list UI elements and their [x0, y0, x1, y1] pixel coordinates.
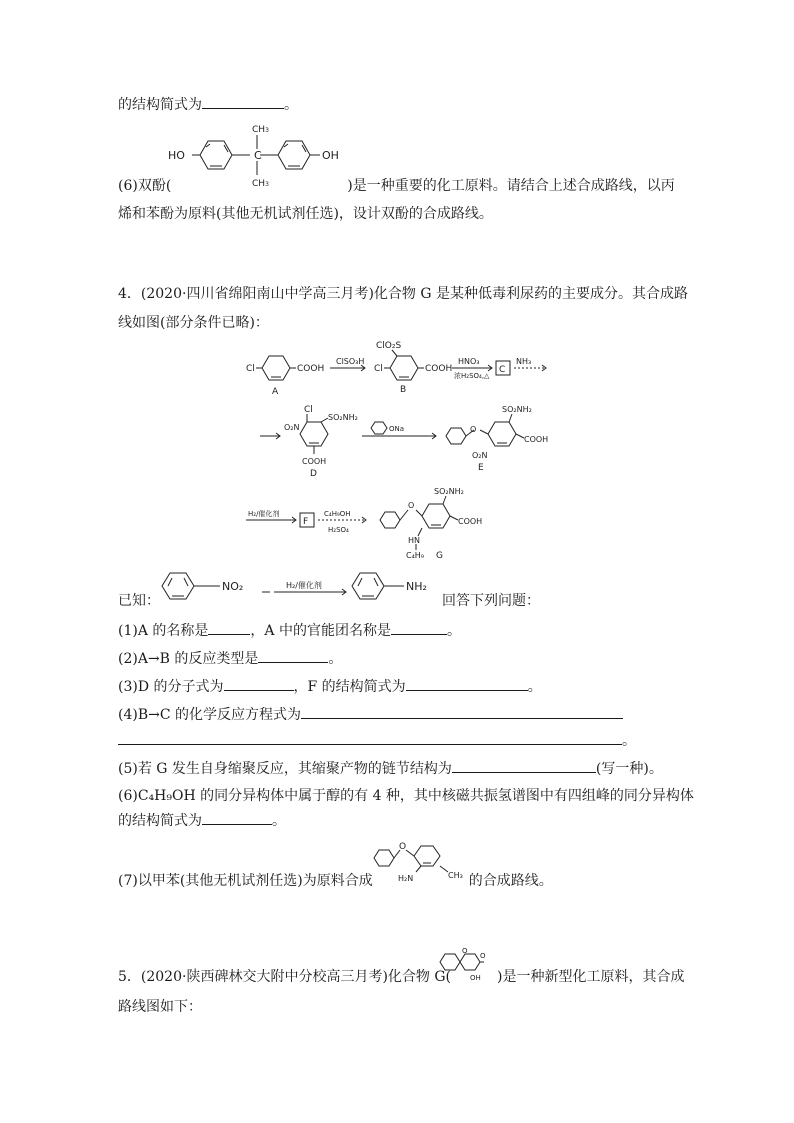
answer-blank[interactable]: [452, 758, 596, 773]
q5-sub: (5)若 G 发生自身缩聚反应，其缩聚产物的链节结构为 (写一种)。: [118, 758, 663, 779]
q5-stem-line-1: 5．(2020·陕西碑林交大附中分校高三月考)化合物 G( )是一种新型化工原料，其合成: [118, 969, 685, 985]
answer-blank[interactable]: [118, 730, 622, 745]
q7-sub: (7)以甲苯(其他无机试剂任选)为原料合成 的合成路线。: [118, 873, 553, 889]
answer-blank[interactable]: [258, 648, 328, 663]
q6-line-1: (6)双酚( )是一种重要的化工原料。请结合上述合成路线，以丙: [118, 178, 675, 194]
q4-sub: (4)B→C 的化学反应方程式为: [118, 704, 623, 725]
svg-text:O: O: [462, 947, 468, 955]
oh-label: OH: [322, 149, 339, 162]
answer-blank[interactable]: [406, 676, 528, 691]
svg-text:SO₂NH₂: SO₂NH₂: [502, 405, 532, 414]
svg-text:HN: HN: [408, 536, 420, 545]
known-prefix: 已知：: [118, 593, 160, 609]
svg-text:Cl: Cl: [374, 364, 383, 374]
svg-text:ONa: ONa: [389, 425, 405, 433]
known-suffix: 回答下列问题：: [442, 593, 540, 609]
prev-structure-line: 的结构简式为 。: [118, 94, 298, 115]
svg-text:COOH: COOH: [458, 517, 483, 526]
svg-text:F: F: [303, 517, 309, 527]
svg-text:HNO₃: HNO₃: [458, 357, 480, 366]
svg-text:ClO₂S: ClO₂S: [376, 341, 402, 351]
q6-line-2: 烯和苯酚为原料(其他无机试剂任选)，设计双酚的合成路线。: [118, 206, 493, 222]
central-carbon: C: [254, 149, 262, 162]
svg-text:ClSO₃H: ClSO₃H: [336, 357, 365, 366]
svg-text:Cl: Cl: [246, 364, 255, 374]
svg-text:COOH: COOH: [297, 364, 325, 374]
svg-text:H₂SO₄: H₂SO₄: [328, 526, 349, 534]
svg-text:O₂N: O₂N: [284, 423, 300, 432]
svg-text:O: O: [470, 425, 477, 434]
svg-text:C₄H₉: C₄H₉: [406, 551, 425, 560]
svg-text:SO₂NH₂: SO₂NH₂: [328, 413, 358, 422]
answer-blank[interactable]: [391, 620, 447, 635]
svg-text:H₂N: H₂N: [398, 874, 414, 883]
ho-label: HO: [168, 149, 185, 162]
svg-text:O: O: [480, 952, 486, 960]
q4-stem-line-2: 线如图(部分条件已略)：: [118, 315, 269, 331]
svg-text:CH₃: CH₃: [448, 871, 463, 880]
answer-blank[interactable]: [202, 94, 284, 109]
q3: (3)D 的分子式为 ，F 的结构简式为 。: [118, 676, 542, 697]
methyl-bottom: CH3: [252, 179, 269, 189]
svg-text:D: D: [310, 469, 317, 479]
svg-text:B: B: [400, 385, 407, 395]
q7-target-structure: [368, 838, 468, 890]
svg-text:O: O: [408, 501, 415, 510]
svg-text:SO₂NH₂: SO₂NH₂: [434, 487, 464, 496]
known-condition: H₂/催化剂: [286, 581, 322, 590]
svg-text:C₄H₉OH: C₄H₉OH: [324, 510, 351, 518]
svg-text:COOH: COOH: [302, 457, 327, 466]
svg-text:浓H₂SO₄,△: 浓H₂SO₄,△: [454, 372, 490, 380]
q6-sub-line-1: (6)C₄H₉OH 的同分异构体中属于醇的有 4 种，其中核磁共振氢谱图中有四组峰的同分异构体: [118, 788, 694, 804]
svg-text:COOH: COOH: [425, 364, 453, 374]
methyl-top: CH3: [252, 125, 269, 135]
answer-blank[interactable]: [202, 810, 272, 825]
svg-text:O: O: [399, 842, 407, 852]
svg-text:NH₃: NH₃: [516, 357, 532, 366]
svg-text:Cl: Cl: [304, 405, 313, 415]
svg-text:H₂/催化剂: H₂/催化剂: [248, 510, 280, 518]
answer-blank[interactable]: [301, 704, 623, 719]
svg-text:C: C: [499, 365, 506, 375]
svg-text:O₂N: O₂N: [472, 451, 488, 460]
svg-text:G: G: [436, 551, 443, 561]
answer-blank[interactable]: [224, 676, 294, 691]
svg-text:OH: OH: [470, 974, 481, 982]
svg-text:A: A: [272, 387, 279, 397]
svg-text:E: E: [478, 463, 484, 473]
svg-text:COOH: COOH: [524, 435, 549, 444]
q4-stem-line-1: 4．(2020·四川省绵阳南山中学高三月考)化合物 G 是某种低毒利尿药的主要成分。其合成路: [118, 286, 688, 302]
q5-stem-line-2: 路线图如下：: [118, 999, 202, 1015]
q1: (1)A 的名称是 ，A 中的官能团名称是 。: [118, 620, 461, 641]
known-reaction: [156, 566, 446, 610]
synthesis-scheme: [240, 338, 570, 570]
nitro-label: NO₂: [222, 580, 244, 593]
answer-blank[interactable]: [208, 620, 250, 635]
q4-sub-line-2: 。: [118, 730, 636, 751]
q2: (2)A→B 的反应类型是 。: [118, 648, 342, 669]
q6-sub-line-2: 的结构简式为 。: [118, 810, 286, 831]
amine-label: NH₂: [406, 580, 427, 593]
coumarin-structure: [436, 944, 488, 984]
